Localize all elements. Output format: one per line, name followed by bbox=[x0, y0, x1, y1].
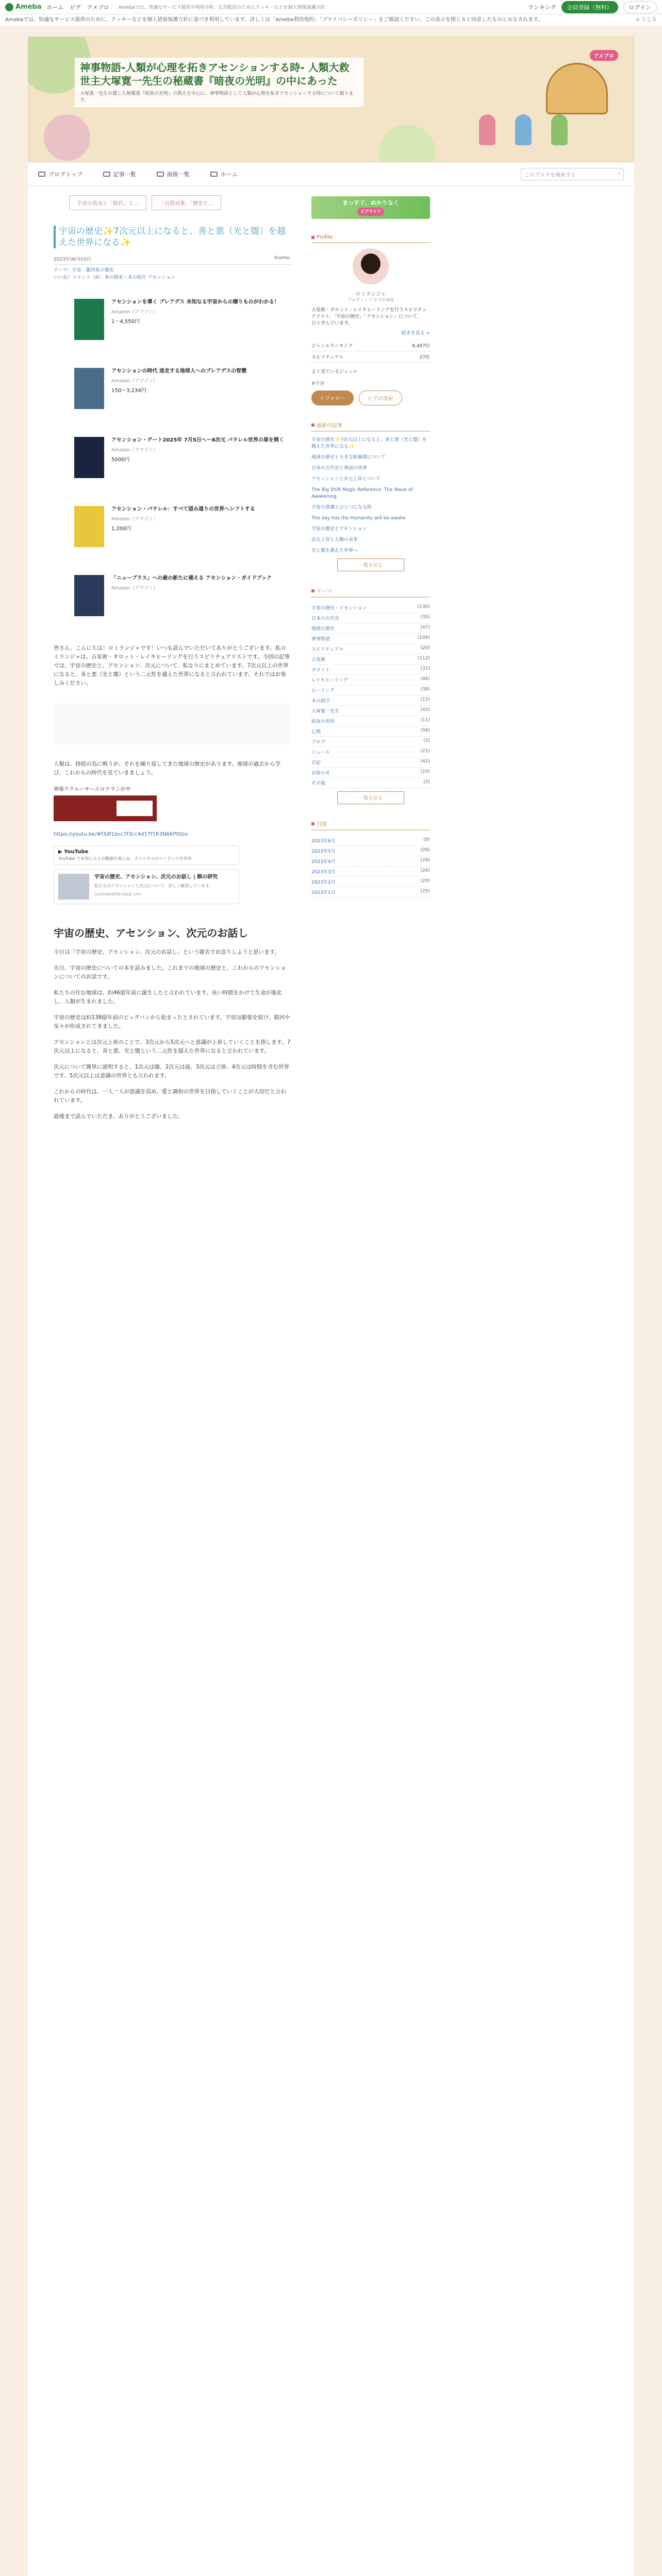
book-title[interactable]: アセンションを導く プレアデス 未知なる宇宙からの贈りものがわかる！ bbox=[111, 299, 279, 305]
book-price: 1～4,550円 bbox=[111, 319, 140, 325]
home-icon bbox=[210, 172, 218, 177]
book-title[interactable]: アセンション・ゲート2025年 7月5日へ～8次元 パラレル世界の扉を開く bbox=[111, 437, 284, 443]
tab-image-list[interactable]: 画像一覧 bbox=[157, 170, 190, 178]
recent-entry-link[interactable]: 光と闇を越えた世界へ bbox=[311, 548, 358, 553]
recent-entry-link[interactable]: 宇宙の歴史とアセンション bbox=[311, 527, 367, 532]
blog-search-input[interactable]: このブログを検索する ⌕ bbox=[521, 168, 624, 180]
book-info bbox=[111, 299, 279, 340]
archive-item[interactable]: 2023年2月 (20) bbox=[311, 877, 430, 887]
book-source: Amazon（アマゾン） bbox=[111, 379, 158, 384]
theme-item[interactable]: ヒーリング (38) bbox=[311, 685, 430, 696]
archive-item[interactable]: 2023年1月 (25) bbox=[311, 887, 430, 897]
book-info bbox=[111, 437, 284, 478]
ad-logo bbox=[117, 801, 153, 816]
youtube-card[interactable] bbox=[54, 845, 239, 865]
home-icon bbox=[38, 172, 45, 177]
theme-item[interactable]: ブログ (3) bbox=[311, 737, 430, 747]
recent-entry-link[interactable]: 宇宙の歴史✨7次元以上になると、善と悪（光と闇）を越えた世界になる✨ bbox=[311, 437, 427, 449]
favorite-genre-value[interactable]: #宇宙 bbox=[311, 381, 325, 386]
entry-pager bbox=[69, 195, 291, 210]
tab-blog-top[interactable]: ブログトップ bbox=[38, 170, 82, 178]
nav-home[interactable]: ホーム bbox=[46, 4, 64, 11]
profile-text: 占星術・タロット・レイキヒーリングを行うスピリチュアリスト。「宇宙の歴史」「アセンション」について、日々学んでいます。 bbox=[311, 308, 427, 326]
follow-area bbox=[311, 391, 430, 405]
character-illustration bbox=[515, 114, 532, 145]
body-paragraph: 今日は「宇宙の歴史、アセンション、次元のお話し」という題名でお送りしようと思います。 bbox=[54, 949, 280, 955]
favorite-genre-label: よく見ているジャンル bbox=[311, 369, 358, 375]
theme-item[interactable]: 本の紹介 (15) bbox=[311, 696, 430, 706]
profile-name[interactable]: ロミランジャ bbox=[355, 292, 386, 297]
blog-description: 大塚寛一先生の遺した秘蔵書『暗夜の光明』の教えを中心に、神事物語として人類が心理を拓きアセンションする時について綴ります。 bbox=[80, 91, 354, 103]
book-cover[interactable] bbox=[74, 437, 104, 478]
profile-heading: Profile bbox=[311, 234, 430, 243]
recent-entry-link[interactable]: 宇宙の意識とひとつになる時 bbox=[311, 505, 372, 510]
recent-list-button[interactable]: 一覧を見る bbox=[337, 558, 404, 571]
book-item[interactable] bbox=[74, 299, 291, 340]
character-illustration bbox=[479, 114, 495, 145]
character-illustration bbox=[551, 114, 568, 145]
youtube-card-title: ▶ YouTube bbox=[58, 849, 89, 855]
blog-card-sub: 私たちのアセンションと次元について、詳しく解説しています。 bbox=[94, 884, 213, 888]
global-bar bbox=[0, 0, 662, 14]
archive-heading: 月別 bbox=[311, 820, 430, 831]
body-paragraph: 次元について簡単に説明すると、1次元は線、2次元は面、3次元は立体、4次元は時間を含む世界です。5次元以上は意識の世界とも言われます。 bbox=[54, 1064, 290, 1079]
recent-entry-link[interactable]: 日本の古代史と神話の世界 bbox=[311, 466, 368, 471]
theme-heading: テーマ bbox=[311, 587, 430, 598]
book-item[interactable] bbox=[74, 437, 291, 478]
book-info bbox=[111, 506, 255, 547]
body-paragraph: 先日、宇宙の歴史についての本を読みました。これまでの地球の歴史と、これからのアセンションについてのお話です。 bbox=[54, 965, 286, 980]
theme-item[interactable]: 心理 (56) bbox=[311, 726, 430, 737]
theme-item[interactable]: レイキヒーリング (46) bbox=[311, 675, 430, 685]
book-price: 150～3,234円 bbox=[111, 388, 146, 394]
blog-tabs bbox=[28, 162, 634, 186]
heading-marker-icon bbox=[311, 822, 315, 825]
notice-text: Amebaでは、快適なサービス提供のために、クッキーなどを個人情報保護方針に基づき利用しています。詳しくは「Ameba利用規約」「プライバシーポリシー」をご確認ください。この表示を閉じると同意したものとみなされます。 bbox=[5, 17, 543, 23]
book-item[interactable] bbox=[74, 575, 291, 616]
global-notice: Amebaでは、快適なサービス提供や利用分析、広告配信のためにクッキーなどを個人情報保護方針 bbox=[118, 5, 325, 10]
login-button[interactable]: ログイン bbox=[623, 1, 657, 13]
sidebar bbox=[311, 186, 430, 2576]
profile-links[interactable]: ブログトップ ピグの部屋 bbox=[347, 298, 394, 302]
theme-item[interactable]: お知らせ (10) bbox=[311, 768, 430, 778]
blog-header bbox=[28, 37, 634, 162]
recent-entry-link[interactable]: The day has the Humanity will be awake bbox=[311, 516, 406, 521]
entry-tags[interactable]: テーマ：宇宙・銀河系の歴史 いいね！コメント（0） 本の探求・本の紹介 アセンション bbox=[54, 268, 175, 280]
theme-item[interactable]: 暗夜の光明 (11) bbox=[311, 716, 430, 726]
body-paragraph: 宇宙の歴史は約138億年前のビッグバンから始まったとされています。宇宙は膨張を続け、銀河や星々が形成されてきました。 bbox=[54, 1014, 290, 1029]
global-nav bbox=[47, 3, 113, 11]
profile-more-link[interactable]: 続きを見る > bbox=[401, 331, 430, 336]
theme-item[interactable]: 地球の歴史 (47) bbox=[311, 623, 430, 634]
follow-button[interactable]: ＋フォロー bbox=[311, 391, 354, 405]
youtube-link[interactable]: https://youtu.be/#f3df1bcc7f3cc4d17f1R3N6KPtDzo bbox=[54, 832, 188, 837]
main-column bbox=[54, 186, 291, 2576]
page-body bbox=[28, 186, 634, 2576]
book-title[interactable]: アセンションの時代 迷走する地球人へのプレアデスの智慧 bbox=[111, 368, 247, 374]
book-cover[interactable] bbox=[74, 368, 104, 409]
heading-marker-icon bbox=[311, 236, 315, 239]
book-info bbox=[111, 575, 272, 616]
book-cover[interactable] bbox=[74, 506, 104, 547]
nav-ameblo[interactable]: アメブロ bbox=[87, 4, 109, 11]
youtube-card-sub: YouTube でお気に入りの動画を楽しみ、オリジナルのコンテンツを共有 bbox=[58, 856, 192, 861]
recent-entry-link[interactable]: 地球の歴史と大きな転換期について bbox=[311, 455, 386, 460]
book-source: Amazon（アマゾン） bbox=[111, 586, 158, 591]
blog-title[interactable]: 神事物語-人類が心理を拓きアセンションする時- 人類大救世主大塚寛一先生の秘蔵書『暗夜の光明』の中にあった bbox=[80, 61, 350, 87]
theme-item[interactable]: 日記 (41) bbox=[311, 757, 430, 768]
ad-label: 神楽ウクルーサーエロテランがや bbox=[54, 787, 131, 792]
leaf-decoration bbox=[379, 125, 436, 162]
theme-item[interactable]: その他 (5) bbox=[311, 778, 430, 788]
entry-intro: 皆さん、こんにちは！ロミランジャです！いつも読んでいただいてありがとうございます。私ロミランジャは、占星術・タロット・レイキヒーリングを行うスピリチュアリストです。今回の記事では、宇宙の歴史と、アセンション、次元について、私なりにまとめています。7次元以上の世界になると、善と悪（光と闇）という二元性を越えた世界になると言われています。それではお楽しみください。 bbox=[54, 645, 290, 686]
theme-item[interactable]: スピリチュアル (20) bbox=[311, 644, 430, 654]
prev-entry-link[interactable]: 宇宙の真実と「時代」と… bbox=[69, 195, 146, 210]
book-price: 1,200円 bbox=[111, 526, 131, 532]
tab-home[interactable]: ホーム bbox=[210, 170, 238, 178]
theme-item[interactable]: 日本の古代史 (35) bbox=[311, 613, 430, 623]
theme-item[interactable]: 占星術 (112) bbox=[311, 654, 430, 665]
entry-meta bbox=[54, 256, 291, 265]
archive-item[interactable]: 2023年6月 (9) bbox=[311, 836, 430, 846]
entry-theme[interactable]: theme: bbox=[274, 256, 291, 261]
recent-entry-link[interactable]: 次元上昇と人類の未来 bbox=[311, 537, 358, 543]
genre-ranking[interactable]: ジャンルランキング 8,497位 bbox=[311, 340, 430, 351]
archive-item[interactable]: 2023年4月 (29) bbox=[311, 856, 430, 867]
blog-card-title: 宇宙の歴史、アセンション、次元のお話し | 瞑の研究 bbox=[94, 874, 218, 880]
blog-card-thumbnail bbox=[58, 874, 89, 900]
ad-space bbox=[54, 703, 291, 744]
entry-title[interactable]: 宇宙の歴史✨7次元以上になると、善と悪（光と闇）を越えた世界になる✨ bbox=[54, 226, 291, 248]
book-cover[interactable] bbox=[74, 299, 104, 340]
tab-entry-list[interactable]: 記事一覧 bbox=[103, 170, 136, 178]
archive-item[interactable]: 2023年3月 (24) bbox=[311, 867, 430, 877]
ameblo-badge: アメブロ bbox=[590, 50, 618, 61]
ameba-mark-icon bbox=[5, 3, 13, 11]
theme-item[interactable]: 宇宙の歴史・アセンション (130) bbox=[311, 603, 430, 613]
body-paragraph: 最後まで読んでいただき、ありがとうございました。 bbox=[54, 1113, 184, 1120]
book-cover[interactable] bbox=[74, 575, 104, 616]
avatar[interactable] bbox=[353, 248, 389, 284]
blog-card-url: southwoethe.blog.com bbox=[94, 892, 142, 896]
recent-entry-link[interactable]: アセンションと次元上昇について bbox=[311, 477, 381, 482]
book-item[interactable] bbox=[74, 368, 291, 409]
notice-close-button[interactable]: × とじる bbox=[635, 17, 657, 23]
recent-heading: 最新の記事 bbox=[311, 421, 430, 432]
book-source: Amazon（アマゾン） bbox=[111, 310, 158, 315]
recent-entry-link[interactable]: The Big Shift Magic Reference: The Wave of Awakening bbox=[311, 487, 413, 499]
body-paragraph: 私たちの住む地球は、約46億年前に誕生したと言われています。長い時間をかけて生命が進化し、人類が生まれました。 bbox=[54, 990, 283, 1005]
theme-list bbox=[311, 603, 430, 788]
book-item[interactable] bbox=[74, 506, 291, 547]
book-price: 5000円 bbox=[111, 457, 130, 463]
theme-item[interactable]: 大塚寛一先生 (42) bbox=[311, 706, 430, 716]
theme-list-button[interactable]: 一覧を見る bbox=[337, 791, 404, 804]
theme-item[interactable]: 神事物語 (109) bbox=[311, 634, 430, 644]
pigg-room-button[interactable]: ピグの部屋 bbox=[359, 391, 402, 405]
book-source: Amazon（アマゾン） bbox=[111, 517, 158, 522]
recent-entries bbox=[311, 437, 430, 554]
image-icon bbox=[157, 172, 164, 177]
ameba-logo[interactable]: Ameba bbox=[5, 3, 42, 11]
body-paragraph: これからの時代は、一人一人が意識を高め、愛と調和の世界を目指していくことが大切だと言われています。 bbox=[54, 1089, 287, 1104]
header-title-box bbox=[75, 58, 363, 107]
book-info bbox=[111, 368, 246, 409]
genre-ranking-2[interactable]: スピリチュアル 27位 bbox=[311, 351, 430, 363]
flower-decoration bbox=[44, 114, 90, 161]
archive-list bbox=[311, 836, 430, 897]
book-title[interactable]: 「ニュープラス」への最の新たに備える アセンション・ガイドブック bbox=[111, 575, 272, 581]
book-title[interactable]: アセンション・パラレル：すべて望み通りの世界へシフトする bbox=[111, 506, 255, 512]
theme-item[interactable]: タロット (31) bbox=[311, 665, 430, 675]
header-illustration bbox=[469, 47, 623, 150]
house-illustration bbox=[546, 63, 608, 114]
theme-item[interactable]: ニュース (21) bbox=[311, 747, 430, 757]
nav-pigg[interactable]: ピグ bbox=[70, 4, 81, 11]
blog-link-card[interactable] bbox=[54, 869, 239, 904]
heading-marker-icon bbox=[311, 589, 315, 592]
list-icon bbox=[103, 172, 110, 177]
book-source: Amazon（アマゾン） bbox=[111, 448, 158, 453]
heading-marker-icon bbox=[311, 423, 315, 427]
archive-item[interactable]: 2023年5月 (28) bbox=[311, 846, 430, 856]
entry-date: 2023年06月03日 bbox=[54, 257, 91, 262]
pigg-life-banner[interactable]: まっすぐ、ぬかりなく ピグライフ bbox=[311, 196, 430, 219]
search-icon[interactable]: ⌕ bbox=[617, 170, 620, 176]
next-entry-link[interactable]: 「自殺対策」「歴史と… bbox=[152, 195, 221, 210]
ranking-link[interactable]: ランキング bbox=[527, 4, 556, 11]
body-paragraph: アセンションとは次元上昇のことで、3次元から5次元へと意識が上昇していくことを指します。7次元以上になると、善と悪、光と闇という二元性を超えた世界になると言われています。 bbox=[54, 1039, 291, 1054]
signup-button[interactable]: 会員登録（無料） bbox=[561, 1, 618, 13]
entry-intro-2: 人類は、持続の為に戦うが、それを繰り返してきた地球の歴史があります。地球の過去から学び、これからの時代を見ていきましょう。 bbox=[54, 761, 281, 776]
cookie-notice bbox=[0, 14, 662, 26]
section-heading: 宇宙の歴史、アセンション、次元のお話し bbox=[54, 927, 249, 939]
ad-image[interactable] bbox=[54, 795, 157, 821]
